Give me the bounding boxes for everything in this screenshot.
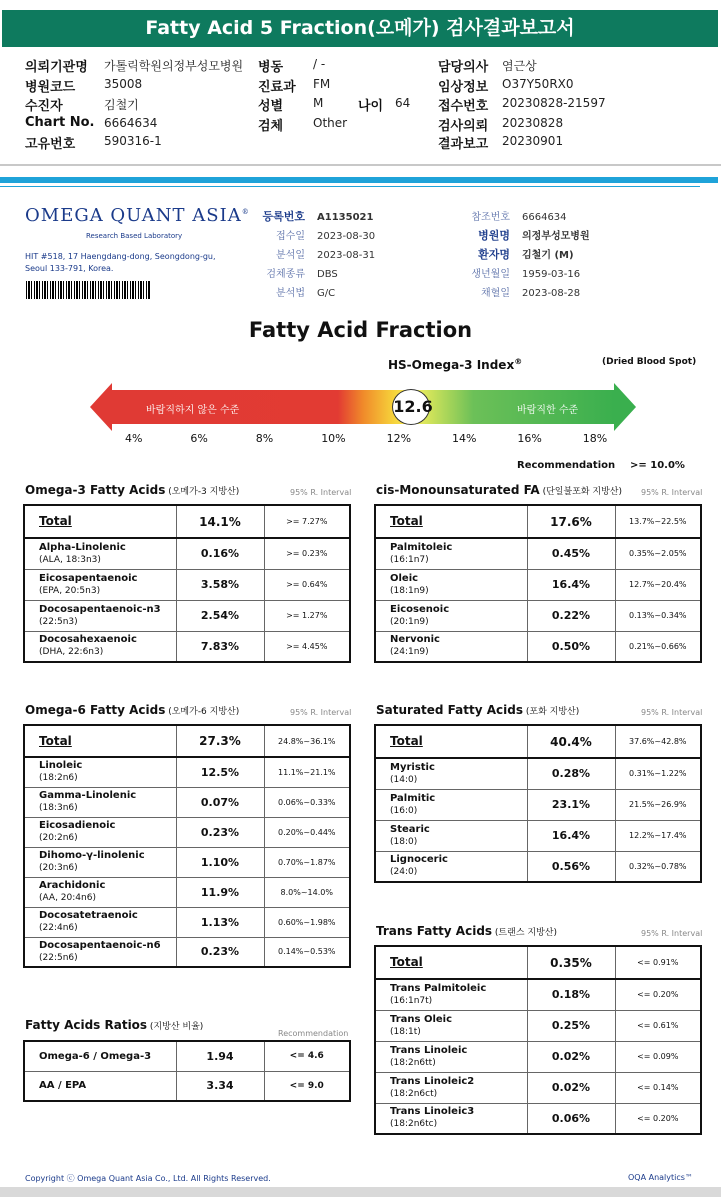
fatty-acid-name	[375, 1103, 527, 1134]
reference-interval: >= 7.27%	[264, 505, 350, 538]
scale-tick-label: 12%	[386, 432, 412, 445]
info-value: 6664634	[522, 212, 567, 223]
reference-interval: >= 1.27%	[264, 600, 350, 631]
table-row	[375, 851, 701, 882]
table-row	[24, 907, 350, 937]
header-label: 검체	[258, 119, 284, 134]
fatty-acid-value: 0.18%	[527, 979, 615, 1010]
omega3-table	[23, 504, 351, 663]
omega6-table	[23, 724, 351, 968]
fatty-acid-value: 0.35%	[527, 946, 615, 979]
fatty-acid-notation: (24:1n9)	[390, 647, 429, 658]
reference-interval: 0.21%~0.66%	[615, 631, 701, 662]
trans-ri-label: 95% R. Interval	[641, 929, 703, 938]
fatty-acid-name	[24, 538, 176, 569]
table-row	[24, 757, 350, 787]
fatty-acid-notation: (20:2n6)	[39, 833, 78, 843]
ratios-title-text: Fatty Acids Ratios	[25, 1018, 148, 1032]
lab-address: HIT #518, 17 Haengdang-dong, Seongdong-gu, Seoul 133-791, Korea.	[25, 252, 216, 273]
fatty-acid-label: Eicosadienoic	[39, 820, 116, 831]
page-title: Fatty Acid Fraction	[248, 318, 473, 342]
fatty-acid-label: Total	[390, 734, 423, 748]
divider	[0, 164, 721, 166]
fatty-acid-label: Docosapentaenoic-n6	[39, 939, 161, 951]
fatty-acid-name	[24, 725, 176, 757]
fatty-acid-name	[375, 1072, 527, 1103]
mufa-title-text: cis-Monounsaturated FA	[376, 483, 540, 497]
fatty-acid-label: Palmitic	[390, 792, 436, 804]
ratio-row	[24, 1041, 350, 1071]
copyright: Copyright ⓒ Omega Quant Asia Co., Ltd. All Rights Reserved.	[25, 1174, 271, 1183]
fatty-acid-name	[375, 820, 527, 851]
age-value: 64	[395, 96, 411, 110]
fatty-acid-name	[24, 757, 176, 787]
ratios-reco-label: Recommendation	[278, 1029, 349, 1038]
fatty-acid-value: 0.16%	[176, 538, 264, 569]
info-row	[454, 246, 574, 262]
lab-tagline: Research Based Laboratory	[86, 232, 183, 240]
fatty-acid-notation: (DHA, 22:6n3)	[39, 647, 104, 658]
table-row	[24, 817, 350, 847]
info-label: 등록번호	[262, 210, 305, 223]
info-label: 채혈일	[481, 288, 510, 299]
fatty-acid-label: Docosahexaenoic	[39, 634, 137, 646]
trans-title	[376, 924, 557, 938]
info-label: 검체종류	[266, 269, 305, 280]
table-row	[375, 631, 701, 662]
header-label: 성별	[258, 99, 284, 114]
omega3-title	[25, 483, 239, 497]
sat-title	[376, 703, 579, 717]
fatty-acid-label: Total	[390, 955, 423, 969]
ratios-title	[25, 1018, 203, 1032]
fatty-acid-value: 0.23%	[176, 817, 264, 847]
sample-type: (Dried Blood Spot)	[602, 357, 697, 367]
reference-interval: 0.70%~1.87%	[264, 847, 350, 877]
table-row	[375, 789, 701, 820]
reference-interval: 0.31%~1.22%	[615, 758, 701, 789]
reference-interval: >= 4.45%	[264, 631, 350, 662]
reference-interval: 12.2%~17.4%	[615, 820, 701, 851]
omega6-title-text: Omega-6 Fatty Acids	[25, 703, 166, 717]
fatty-acid-value: 0.23%	[176, 937, 264, 967]
table-row	[375, 1103, 701, 1134]
divider-blue-thin	[0, 186, 700, 187]
omega3-title-ko: (오메가-3 지방산)	[165, 487, 240, 497]
reference-interval: 37.6%~42.8%	[615, 725, 701, 758]
ratios-title-ko: (지방산 비율)	[147, 1022, 204, 1032]
table-row	[24, 505, 350, 538]
reference-interval: 21.5%~26.9%	[615, 789, 701, 820]
reference-interval: 0.32%~0.78%	[615, 851, 701, 882]
mufa-title	[376, 483, 622, 497]
mufa-title-ko: (단일불포화 지방산)	[539, 487, 622, 497]
fatty-acid-value: 7.83%	[176, 631, 264, 662]
fatty-acid-notation: (18:1t)	[390, 1026, 421, 1037]
fatty-acid-label: Gamma-Linolenic	[39, 790, 137, 801]
reference-interval: 0.60%~1.98%	[264, 907, 350, 937]
table-row	[375, 979, 701, 1010]
fatty-acid-name	[375, 1010, 527, 1041]
fatty-acid-label: Arachidonic	[39, 880, 106, 891]
recommendation-value: >= 10.0%	[630, 460, 685, 471]
fatty-acid-value: 1.13%	[176, 907, 264, 937]
scale-tick-label: 14%	[452, 432, 477, 445]
fatty-acid-notation: (ALA, 18:3n3)	[39, 554, 101, 565]
ratio-value: 1.94	[176, 1041, 264, 1071]
info-value: A1135021	[317, 212, 374, 223]
header-label: 접수번호	[438, 99, 489, 114]
trans-title-text: Trans Fatty Acids	[376, 924, 493, 938]
info-row	[454, 284, 580, 299]
info-row	[454, 208, 567, 223]
table-row	[24, 538, 350, 569]
header-value: FM	[313, 77, 331, 91]
fatty-acid-value: 17.6%	[527, 505, 615, 538]
fatty-acid-value: 0.25%	[527, 1010, 615, 1041]
fatty-acid-label: Docosapentaenoic-n3	[39, 603, 161, 615]
table-row	[24, 877, 350, 907]
header-value: O37Y50RX0	[502, 77, 574, 91]
fatty-acid-value: 0.06%	[527, 1103, 615, 1134]
reference-interval: <= 0.20%	[615, 979, 701, 1010]
fatty-acid-name	[24, 631, 176, 662]
fatty-acid-value: 0.22%	[527, 600, 615, 631]
fatty-acid-name	[375, 946, 527, 979]
fatty-acid-notation: (EPA, 20:5n3)	[39, 585, 101, 596]
fatty-acid-notation: (18:2n6ct)	[390, 1088, 438, 1099]
sat-title-text: Saturated Fatty Acids	[376, 703, 523, 717]
reference-interval: <= 0.20%	[615, 1103, 701, 1134]
header-value: 김철기	[104, 98, 139, 112]
fatty-acid-label: Nervonic	[390, 634, 440, 646]
age-label: 나이	[358, 99, 384, 114]
fatty-acid-label: Linoleic	[39, 760, 83, 772]
fatty-acid-value: 2.54%	[176, 600, 264, 631]
header-label: 고유번호	[25, 137, 76, 152]
ratio-row	[24, 1071, 350, 1101]
info-row	[249, 227, 375, 242]
fatty-acid-name	[24, 937, 176, 967]
fatty-acid-value: 40.4%	[527, 725, 615, 758]
fatty-acid-name	[375, 600, 527, 631]
barcode	[26, 281, 151, 299]
info-value: 2023-08-31	[317, 250, 376, 261]
fatty-acid-name	[375, 1041, 527, 1072]
table-row	[375, 1041, 701, 1072]
info-row	[454, 227, 590, 243]
fatty-acid-label: Eicosapentaenoic	[39, 572, 138, 584]
fatty-acid-notation: (20:1n9)	[390, 616, 429, 627]
table-row	[375, 538, 701, 569]
fatty-acid-name	[375, 505, 527, 538]
header-label: 병동	[258, 60, 284, 75]
fatty-acid-notation: (18:2n6tt)	[390, 1057, 436, 1068]
ratio-value: 3.34	[176, 1071, 264, 1101]
sat-table	[374, 724, 702, 883]
header-label: 담당의사	[438, 60, 489, 75]
info-value: 1959-03-16	[522, 269, 581, 280]
fatty-acid-value: 23.1%	[527, 789, 615, 820]
fatty-acid-label: Total	[390, 514, 423, 528]
fatty-acid-value: 0.02%	[527, 1041, 615, 1072]
table-row	[24, 569, 350, 600]
scale-tick-label: 8%	[255, 432, 274, 445]
fatty-acid-notation: (24:0)	[390, 867, 418, 878]
header-value: 20230828	[502, 116, 564, 130]
header-label: 임상정보	[438, 80, 489, 95]
fatty-acid-name	[375, 538, 527, 569]
table-row	[375, 1072, 701, 1103]
table-row	[375, 946, 701, 979]
recommendation-label: Recommendation	[517, 460, 616, 471]
fatty-acid-value: 3.58%	[176, 569, 264, 600]
fatty-acid-name	[375, 789, 527, 820]
fatty-acid-label: Trans Linoleic2	[390, 1075, 475, 1087]
fatty-acid-notation: (22:5n3)	[39, 616, 78, 627]
omega6-ri-label: 95% R. Interval	[290, 708, 352, 717]
info-row	[249, 265, 338, 280]
fatty-acid-label: Total	[39, 733, 72, 748]
fatty-acid-name	[375, 725, 527, 758]
fatty-acid-notation: (16:1n7)	[390, 554, 429, 565]
table-row	[24, 787, 350, 817]
fatty-acid-value: 0.02%	[527, 1072, 615, 1103]
report-title: Fatty Acid 5 Fraction(오메가) 검사결과보고서	[2, 10, 718, 47]
index-scale	[90, 383, 636, 431]
scale-left-arrow	[90, 383, 112, 431]
info-row	[249, 208, 373, 224]
fatty-acid-value: 0.50%	[527, 631, 615, 662]
scale-tick-label: 16%	[517, 432, 542, 445]
header-value: 가톨릭학원의정부성모병원	[104, 59, 244, 73]
fatty-acid-label: Myristic	[390, 761, 435, 773]
omega3-ri-label: 95% R. Interval	[290, 488, 352, 497]
reference-interval: <= 0.14%	[615, 1072, 701, 1103]
omega6-title	[25, 703, 239, 717]
fatty-acid-name	[375, 758, 527, 789]
fatty-acid-label: Oleic	[390, 572, 419, 584]
reference-interval: 8.0%~14.0%	[264, 877, 350, 907]
fatty-acid-value: 14.1%	[176, 505, 264, 538]
header-value: 20230828-21597	[502, 96, 606, 110]
header-label: 진료과	[258, 80, 296, 95]
divider-blue	[0, 177, 718, 183]
fatty-acid-notation: (18:1n9)	[390, 585, 429, 596]
sat-ri-label: 95% R. Interval	[641, 708, 703, 717]
header-value: 6664634	[104, 116, 158, 130]
table-row	[375, 758, 701, 789]
fatty-acid-name	[375, 631, 527, 662]
info-value: 2023-08-30	[317, 231, 376, 242]
fatty-acid-name	[24, 817, 176, 847]
table-row	[24, 600, 350, 631]
header-value: 20230901	[502, 134, 564, 148]
info-label: 분석일	[276, 250, 305, 261]
table-row	[24, 847, 350, 877]
fatty-acid-label: Palmitoleic	[390, 541, 453, 553]
fatty-acid-label: Dihomo-γ-linolenic	[39, 850, 145, 861]
table-row	[375, 1010, 701, 1041]
reference-interval: 0.13%~0.34%	[615, 600, 701, 631]
scale-tick-label: 18%	[582, 432, 608, 445]
table-row	[24, 937, 350, 967]
fatty-acid-label: Stearic	[390, 823, 430, 835]
header-value: Other	[313, 116, 348, 130]
fatty-acid-name	[24, 877, 176, 907]
fatty-acid-value: 0.56%	[527, 851, 615, 882]
index-value: 12.6	[392, 389, 430, 425]
info-row	[249, 284, 335, 299]
mufa-table	[374, 504, 702, 663]
good-level-label: 바람직한 수준	[517, 405, 579, 416]
info-value: G/C	[317, 288, 336, 299]
footer-bar	[0, 1187, 721, 1197]
fatty-acid-notation: (20:3n6)	[39, 863, 78, 873]
info-label: 환자명	[478, 248, 510, 261]
info-label: 생년월일	[471, 269, 510, 280]
info-value: DBS	[317, 269, 338, 280]
fatty-acid-notation: (18:3n6)	[39, 803, 78, 813]
footer-brand: OQA Analytics™	[628, 1173, 693, 1182]
fatty-acid-value: 16.4%	[527, 569, 615, 600]
header-value: 35008	[104, 77, 143, 91]
info-row	[454, 265, 580, 280]
reference-interval: 13.7%~22.5%	[615, 505, 701, 538]
fatty-acid-name	[24, 847, 176, 877]
fatty-acid-notation: (18:2n6tc)	[390, 1119, 438, 1130]
reference-interval: 0.35%~2.05%	[615, 538, 701, 569]
info-label: 병원명	[478, 229, 510, 242]
table-row	[375, 600, 701, 631]
header-label: 의뢰기관명	[25, 60, 88, 75]
fatty-acid-value: 16.4%	[527, 820, 615, 851]
reference-interval: >= 0.64%	[264, 569, 350, 600]
fatty-acid-label: Trans Palmitoleic	[390, 982, 487, 994]
trans-title-ko: (트랜스 지방산)	[492, 928, 557, 938]
bad-level-label: 바람직하지 않은 수준	[146, 405, 240, 416]
info-label: 접수일	[276, 231, 305, 242]
reference-interval: 24.8%~36.1%	[264, 725, 350, 757]
table-row	[375, 820, 701, 851]
info-label: 참조번호	[471, 212, 510, 223]
reference-interval: 0.14%~0.53%	[264, 937, 350, 967]
index-title: HS-Omega-3 Index®	[388, 357, 523, 372]
fatty-acid-value: 1.10%	[176, 847, 264, 877]
header-label: Chart No.	[25, 115, 95, 130]
scale-tick-label: 10%	[321, 432, 346, 445]
fatty-acid-notation: (AA, 20:4n6)	[39, 893, 96, 903]
fatty-acid-notation: (18:2n6)	[39, 773, 78, 784]
fatty-acid-value: 27.3%	[176, 725, 264, 757]
ratio-name: Omega-6 / Omega-3	[24, 1041, 176, 1071]
fatty-acid-name	[24, 600, 176, 631]
fatty-acid-name	[24, 907, 176, 937]
fatty-acid-label: Trans Linoleic	[390, 1044, 468, 1056]
reference-interval: 11.1%~21.1%	[264, 757, 350, 787]
reference-interval: 0.20%~0.44%	[264, 817, 350, 847]
header-value: 590316-1	[104, 134, 162, 148]
fatty-acid-value: 11.9%	[176, 877, 264, 907]
fatty-acid-value: 12.5%	[176, 757, 264, 787]
scale-tick-label: 4%	[125, 432, 143, 445]
table-row	[375, 725, 701, 758]
reference-interval: 0.06%~0.33%	[264, 787, 350, 817]
reference-interval: <= 0.91%	[615, 946, 701, 979]
header-label: 병원코드	[25, 80, 76, 95]
fatty-acid-label: Docosatetraenoic	[39, 910, 138, 921]
info-label: 분석법	[276, 288, 305, 299]
reference-interval: 12.7%~20.4%	[615, 569, 701, 600]
fatty-acid-notation: (22:4n6)	[39, 923, 78, 933]
scale-tick-label: 6%	[190, 432, 208, 445]
fatty-acid-label: Eicosenoic	[390, 603, 450, 615]
fatty-acid-label: Trans Oleic	[390, 1013, 453, 1025]
ratio-recommendation: <= 4.6	[264, 1041, 350, 1071]
lab-logo: OMEGA QUANT ASIA®	[25, 205, 250, 226]
fatty-acid-value: 0.45%	[527, 538, 615, 569]
reference-interval: <= 0.61%	[615, 1010, 701, 1041]
fatty-acid-notation: (14:0)	[390, 774, 418, 785]
header-label: 검사의뢰	[438, 119, 489, 134]
header-label: 결과보고	[438, 137, 489, 152]
fatty-acid-name	[24, 505, 176, 538]
header-value: 염근상	[502, 59, 537, 73]
fatty-acid-label: Total	[39, 514, 72, 528]
info-value: 김철기 (M)	[522, 250, 574, 261]
ratio-name: AA / EPA	[24, 1071, 176, 1101]
info-value: 2023-08-28	[522, 288, 581, 299]
header-label: 수진자	[25, 99, 63, 114]
table-row	[24, 631, 350, 662]
reference-interval: >= 0.23%	[264, 538, 350, 569]
fatty-acid-name	[24, 569, 176, 600]
table-row	[375, 505, 701, 538]
table-row	[375, 569, 701, 600]
omega3-title-text: Omega-3 Fatty Acids	[25, 483, 166, 497]
trans-table	[374, 945, 702, 1135]
table-row	[24, 725, 350, 757]
scale-right-arrow	[614, 383, 636, 431]
fatty-acid-name	[375, 851, 527, 882]
fatty-acid-name	[375, 569, 527, 600]
fatty-acid-name	[24, 787, 176, 817]
ratios-table	[23, 1040, 351, 1102]
ratio-recommendation: <= 9.0	[264, 1071, 350, 1101]
fatty-acid-value: 0.07%	[176, 787, 264, 817]
fatty-acid-notation: (16:0)	[390, 805, 418, 816]
info-row	[249, 246, 375, 261]
fatty-acid-name	[375, 979, 527, 1010]
reference-interval: <= 0.09%	[615, 1041, 701, 1072]
omega6-title-ko: (오메가-6 지방산)	[165, 707, 240, 717]
sat-title-ko: (포화 지방산)	[523, 707, 580, 717]
header-value: M	[313, 96, 324, 110]
fatty-acid-notation: (16:1n7t)	[390, 995, 433, 1006]
info-value: 의정부성모병원	[522, 231, 590, 242]
fatty-acid-notation: (22:5n6)	[39, 952, 78, 963]
fatty-acid-notation: (18:0)	[390, 836, 418, 847]
fatty-acid-label: Trans Linoleic3	[390, 1106, 475, 1118]
mufa-ri-label: 95% R. Interval	[641, 488, 703, 497]
fatty-acid-label: Lignoceric	[390, 854, 448, 866]
header-value: / -	[313, 57, 326, 71]
fatty-acid-label: Alpha-Linolenic	[39, 541, 126, 553]
fatty-acid-value: 0.28%	[527, 758, 615, 789]
